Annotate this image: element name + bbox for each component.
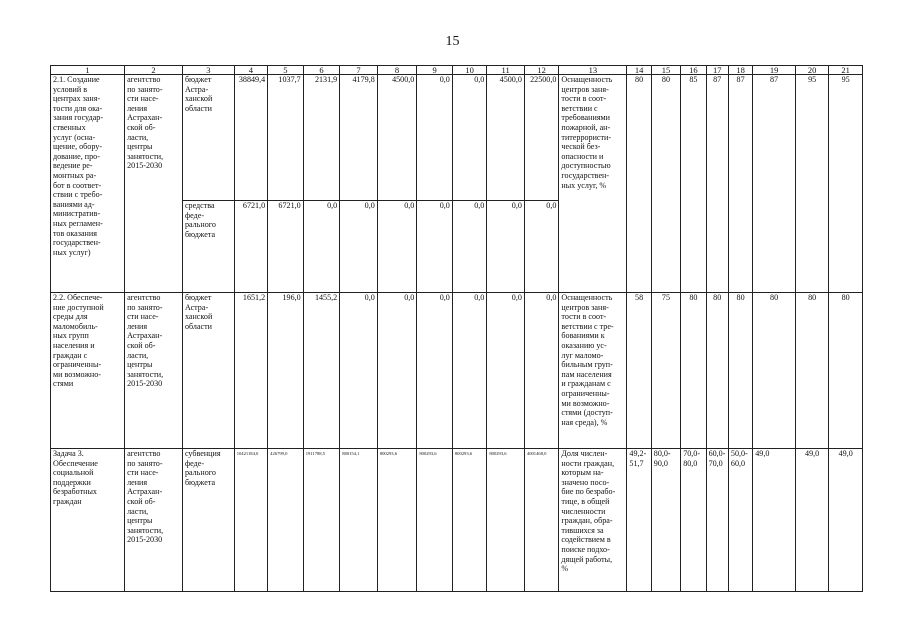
amount-cell: 0,0 bbox=[487, 293, 525, 449]
executor-cell: агентство по занято- сти насе- ления Астрахан- ской об- ласти, центры занятости, 2015-2030 bbox=[125, 449, 183, 592]
indicator-cell: Оснащенность центров заня- тости в соот- ветствии с требованиями пожарной, ан- титеррористи- ческой без- опасности и доступностью государствен- ных услуг, % bbox=[559, 75, 627, 293]
amount-cell: 0,0 bbox=[524, 293, 559, 449]
amount-cell: 4179,8 bbox=[340, 75, 378, 201]
amount-cell: 38849,4 bbox=[234, 75, 267, 201]
amount-cell: 0,0 bbox=[452, 75, 487, 201]
column-number: 11 bbox=[487, 66, 525, 75]
column-number: 8 bbox=[377, 66, 417, 75]
column-number: 1 bbox=[51, 66, 125, 75]
amount-cell: 800293,6 bbox=[487, 449, 525, 592]
column-number: 15 bbox=[651, 66, 680, 75]
table-row bbox=[51, 75, 863, 201]
column-number: 21 bbox=[829, 66, 863, 75]
target-cell: 80 bbox=[753, 293, 796, 449]
amount-cell: 1037,7 bbox=[268, 75, 304, 201]
amount-cell: 800293,6 bbox=[377, 449, 417, 592]
amount-cell: 2131,9 bbox=[303, 75, 340, 201]
funding-source: бюджет Астра- ханской области bbox=[182, 293, 234, 449]
amount-cell: 426799,0 bbox=[268, 449, 304, 592]
activity-name: 2.1. Создание условий в центрах заня- тости для ока- зания государ- ственных услуг (осна- щение, обору- дование, про- ведение ре- монтных ра- бот в соответ- ствии с требо- ваниями ад- министратив- ных регламен- тов оказания государствен- ных услуг) bbox=[51, 75, 125, 293]
column-number: 12 bbox=[524, 66, 559, 75]
funding-source: средства феде- рального бюджета bbox=[182, 201, 234, 293]
target-cell: 58 bbox=[627, 293, 651, 449]
table-row bbox=[51, 449, 863, 592]
column-number: 3 bbox=[182, 66, 234, 75]
amount-cell: 6721,0 bbox=[234, 201, 267, 293]
amount-cell: 0,0 bbox=[417, 75, 453, 201]
target-cell: 80 bbox=[681, 293, 706, 449]
indicator-cell: Доля числен- ности граждан, которым на- значено посо- бие по безрабо- тице, в общей численности граждан, обра- тившихся за содействием в поиске подхо- дящей работы, % bbox=[559, 449, 627, 592]
column-number: 14 bbox=[627, 66, 651, 75]
amount-cell: 0,0 bbox=[452, 201, 487, 293]
target-cell: 49,2- 51,7 bbox=[627, 449, 651, 592]
column-number: 4 bbox=[234, 66, 267, 75]
column-number: 16 bbox=[681, 66, 706, 75]
amount-cell: 4500,0 bbox=[377, 75, 417, 201]
target-cell: 50,0- 60,0 bbox=[728, 449, 752, 592]
target-cell: 60,0- 70,0 bbox=[706, 449, 728, 592]
amount-cell: 0,0 bbox=[377, 201, 417, 293]
amount-cell: 800293,6 bbox=[417, 449, 453, 592]
executor-cell: агентство по занято- сти насе- ления Астрахан- ской об- ласти, центры занятости, 2015-2030 bbox=[125, 75, 183, 293]
amount-cell: 0,0 bbox=[303, 201, 340, 293]
target-cell: 95 bbox=[795, 75, 828, 293]
amount-cell: 0,0 bbox=[417, 201, 453, 293]
amount-cell: 0,0 bbox=[524, 201, 559, 293]
program-table bbox=[50, 65, 863, 592]
target-cell: 80,0- 90,0 bbox=[651, 449, 680, 592]
amount-cell: 0,0 bbox=[377, 293, 417, 449]
target-cell: 49,0 bbox=[795, 449, 828, 592]
column-number: 6 bbox=[303, 66, 340, 75]
funding-source: субвенция феде- рального бюджета bbox=[182, 449, 234, 592]
activity-name: 2.2. Обеспече- ние доступной среды для маломобиль- ных групп населения и граждан с ограниченны- ми возможно- стями bbox=[51, 293, 125, 449]
column-number: 20 bbox=[795, 66, 828, 75]
amount-cell: 0,0 bbox=[417, 293, 453, 449]
amount-cell: 196,0 bbox=[268, 293, 304, 449]
amount-cell: 0,0 bbox=[340, 201, 378, 293]
column-number: 10 bbox=[452, 66, 487, 75]
target-cell: 75 bbox=[651, 293, 680, 449]
target-cell: 95 bbox=[829, 75, 863, 293]
amount-cell: 880154,1 bbox=[340, 449, 378, 592]
amount-cell: 800293,6 bbox=[452, 449, 487, 592]
amount-cell: 1651,2 bbox=[234, 293, 267, 449]
column-number: 18 bbox=[728, 66, 752, 75]
amount-cell: 6721,0 bbox=[268, 201, 304, 293]
target-cell: 80 bbox=[706, 293, 728, 449]
target-cell: 49,0 bbox=[829, 449, 863, 592]
column-number: 13 bbox=[559, 66, 627, 75]
page-number: 15 bbox=[445, 34, 460, 49]
column-number: 2 bbox=[125, 66, 183, 75]
target-cell: 49,0 bbox=[753, 449, 796, 592]
activity-name: Задача 3. Обеспечение социальной поддержки безработных граждан bbox=[51, 449, 125, 592]
column-number: 17 bbox=[706, 66, 728, 75]
table-row bbox=[51, 293, 863, 449]
column-number: 9 bbox=[417, 66, 453, 75]
column-number: 7 bbox=[340, 66, 378, 75]
amount-cell: 10421184,0 bbox=[234, 449, 267, 592]
amount-cell: 1911788,5 bbox=[303, 449, 340, 592]
column-number-row bbox=[51, 66, 863, 75]
column-number: 19 bbox=[753, 66, 796, 75]
amount-cell: 4500,0 bbox=[487, 75, 525, 201]
amount-cell: 0,0 bbox=[340, 293, 378, 449]
target-cell: 80 bbox=[728, 293, 752, 449]
target-cell: 80 bbox=[829, 293, 863, 449]
column-number: 5 bbox=[268, 66, 304, 75]
amount-cell: 0,0 bbox=[452, 293, 487, 449]
target-cell: 85 bbox=[681, 75, 706, 293]
target-cell: 80 bbox=[795, 293, 828, 449]
amount-cell: 22500,0 bbox=[524, 75, 559, 201]
executor-cell: агентство по занято- сти насе- ления Астрахан- ской об- ласти, центры занятости, 2015-2030 bbox=[125, 293, 183, 449]
funding-source: бюджет Астра- ханской области bbox=[182, 75, 234, 201]
target-cell: 70,0- 80,0 bbox=[681, 449, 706, 592]
indicator-cell: Оснащенность центров заня- тости в соот- ветствии с тре- бованиями к оказанию ус- луг маломо- бильным груп- пам населения и гражданам с ограниченны- ми возможно- стями (доступ- ная среда), % bbox=[559, 293, 627, 449]
target-cell: 80 bbox=[627, 75, 651, 293]
target-cell: 87 bbox=[753, 75, 796, 293]
target-cell: 87 bbox=[728, 75, 752, 293]
amount-cell: 0,0 bbox=[487, 201, 525, 293]
target-cell: 87 bbox=[706, 75, 728, 293]
target-cell: 80 bbox=[651, 75, 680, 293]
amount-cell: 1455,2 bbox=[303, 293, 340, 449]
amount-cell: 4001468,0 bbox=[524, 449, 559, 592]
